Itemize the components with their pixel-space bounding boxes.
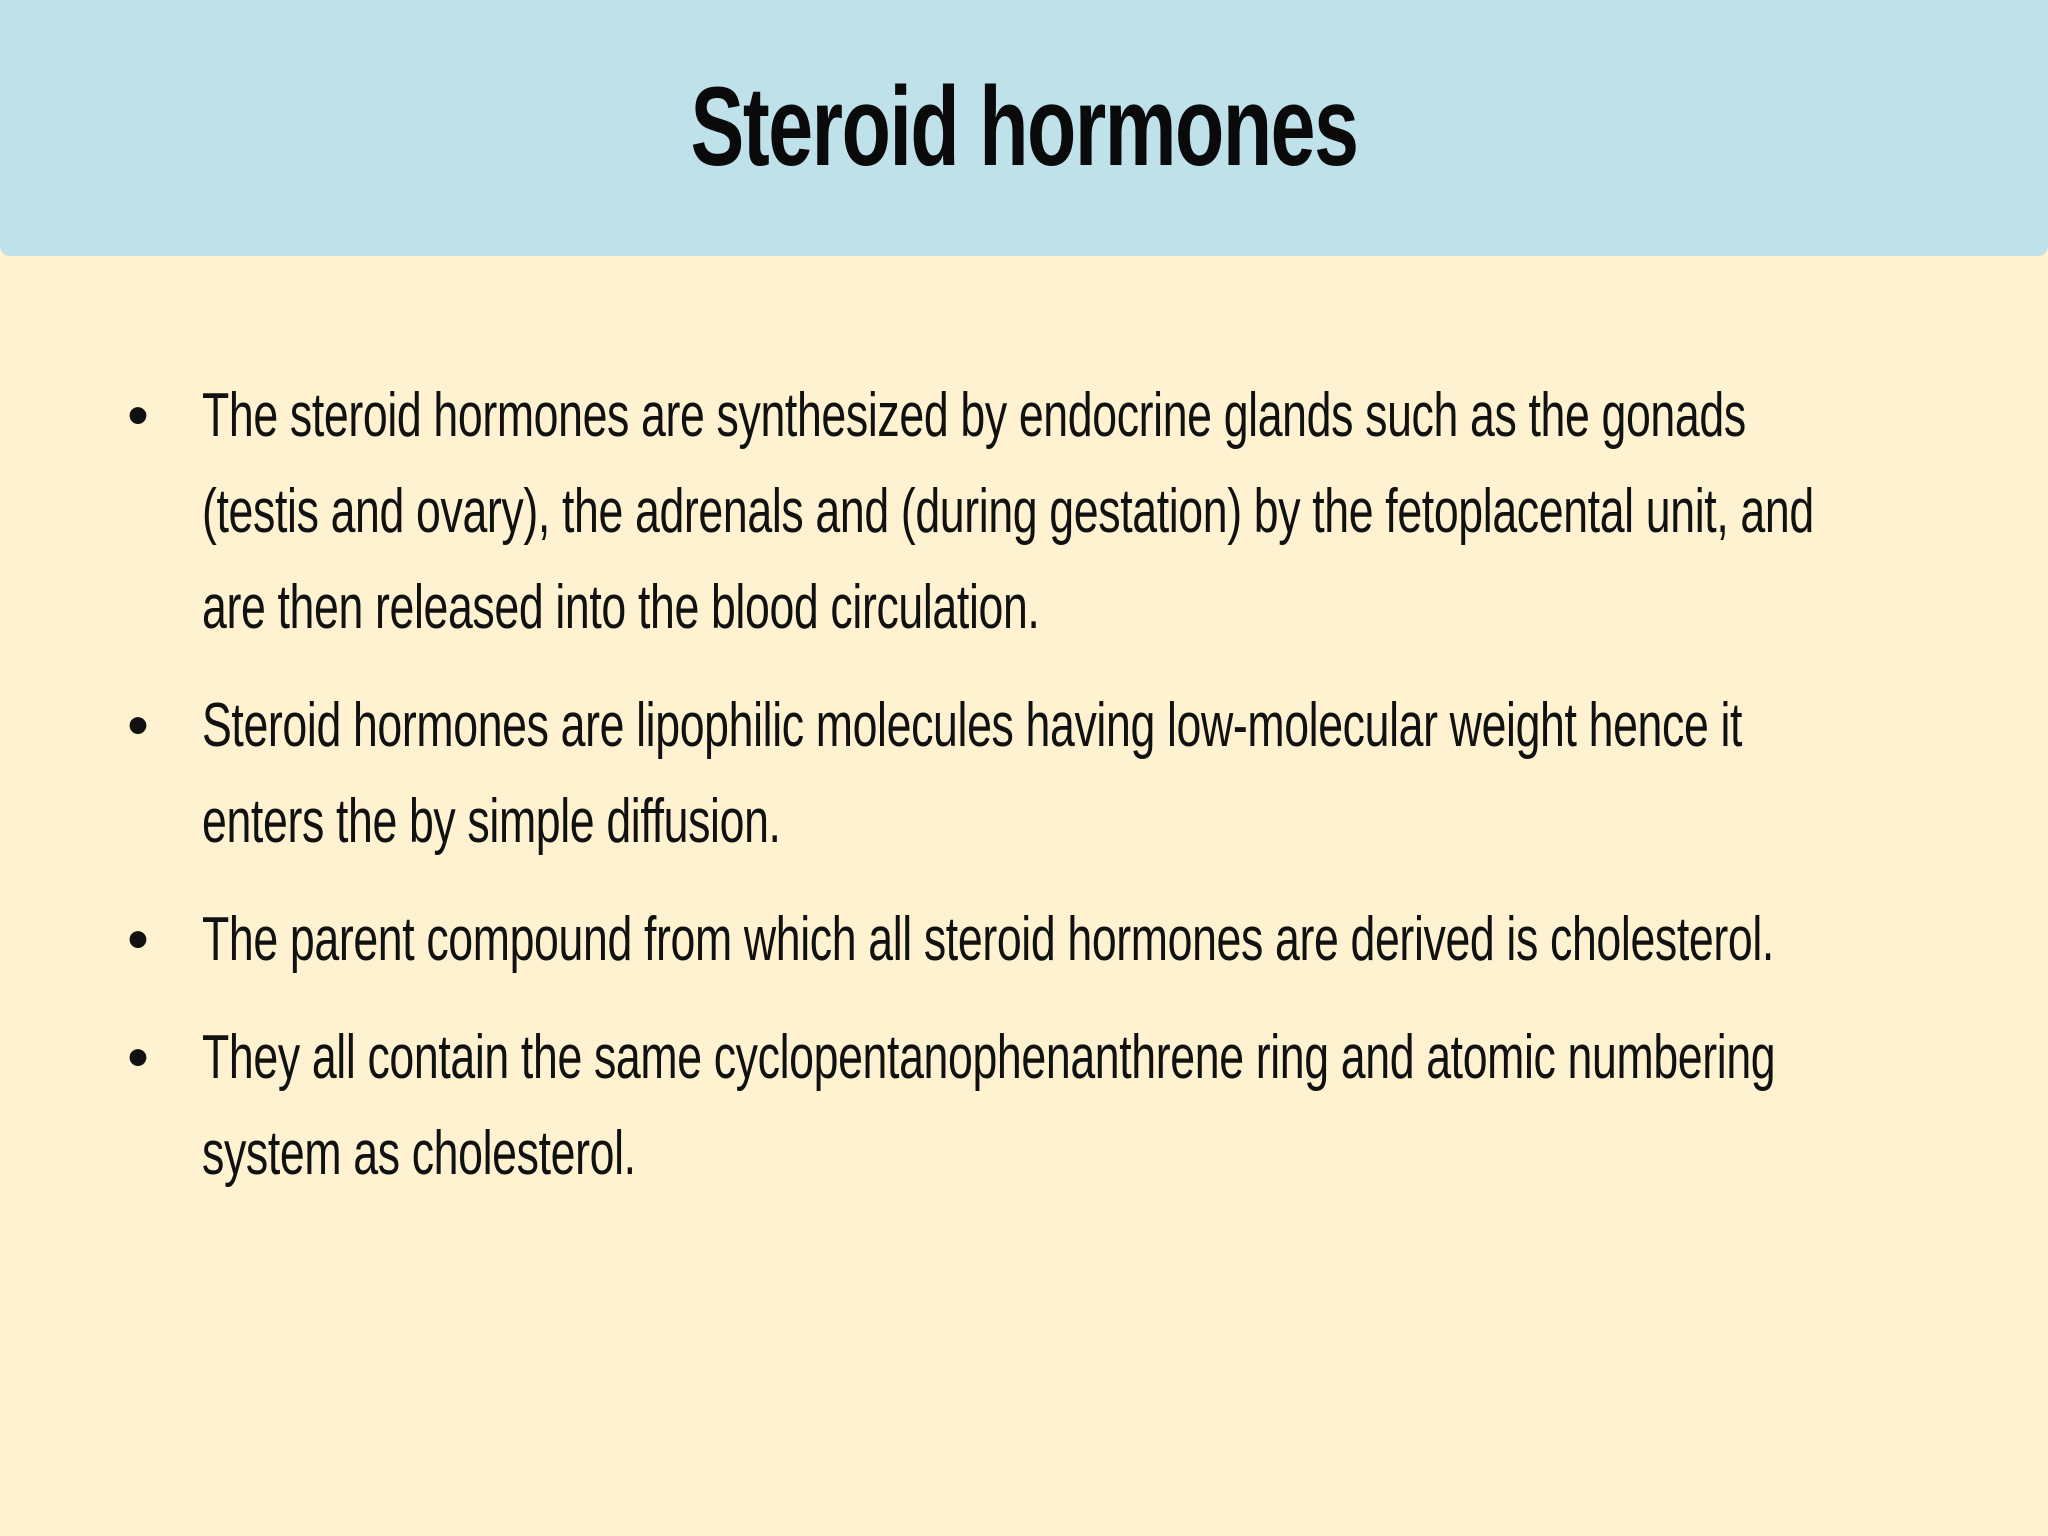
bullet-item: [118, 678, 1918, 870]
bullet-icon: •: [127, 381, 149, 450]
bullet-text: The parent compound from which all steroid hormones are derived is cholesterol.: [202, 905, 1774, 974]
bullet-list: [118, 368, 1918, 1224]
bullet-item: [118, 892, 1918, 988]
title-bar: [0, 0, 2048, 256]
bullet-item: [118, 1010, 1918, 1202]
bullet-icon: •: [127, 691, 149, 760]
bullet-icon: •: [127, 905, 149, 974]
bullet-icon: •: [127, 1023, 149, 1092]
bullet-text: The steroid hormones are synthesized by endocrine glands such as the gonads (testis and ovary), the adrenals and (during gestation) by the fetoplacental unit, and are then released into the blood circulation.: [202, 381, 1814, 642]
bullet-text: Steroid hormones are lipophilic molecules having low-molecular weight hence it enters the by simple diffusion.: [202, 691, 1743, 856]
bullet-item: [118, 368, 1918, 656]
bullet-text: They all contain the same cyclopentanophenanthrene ring and atomic numbering system as cholesterol.: [202, 1023, 1776, 1188]
slide-title: Steroid hormones: [690, 64, 1358, 189]
